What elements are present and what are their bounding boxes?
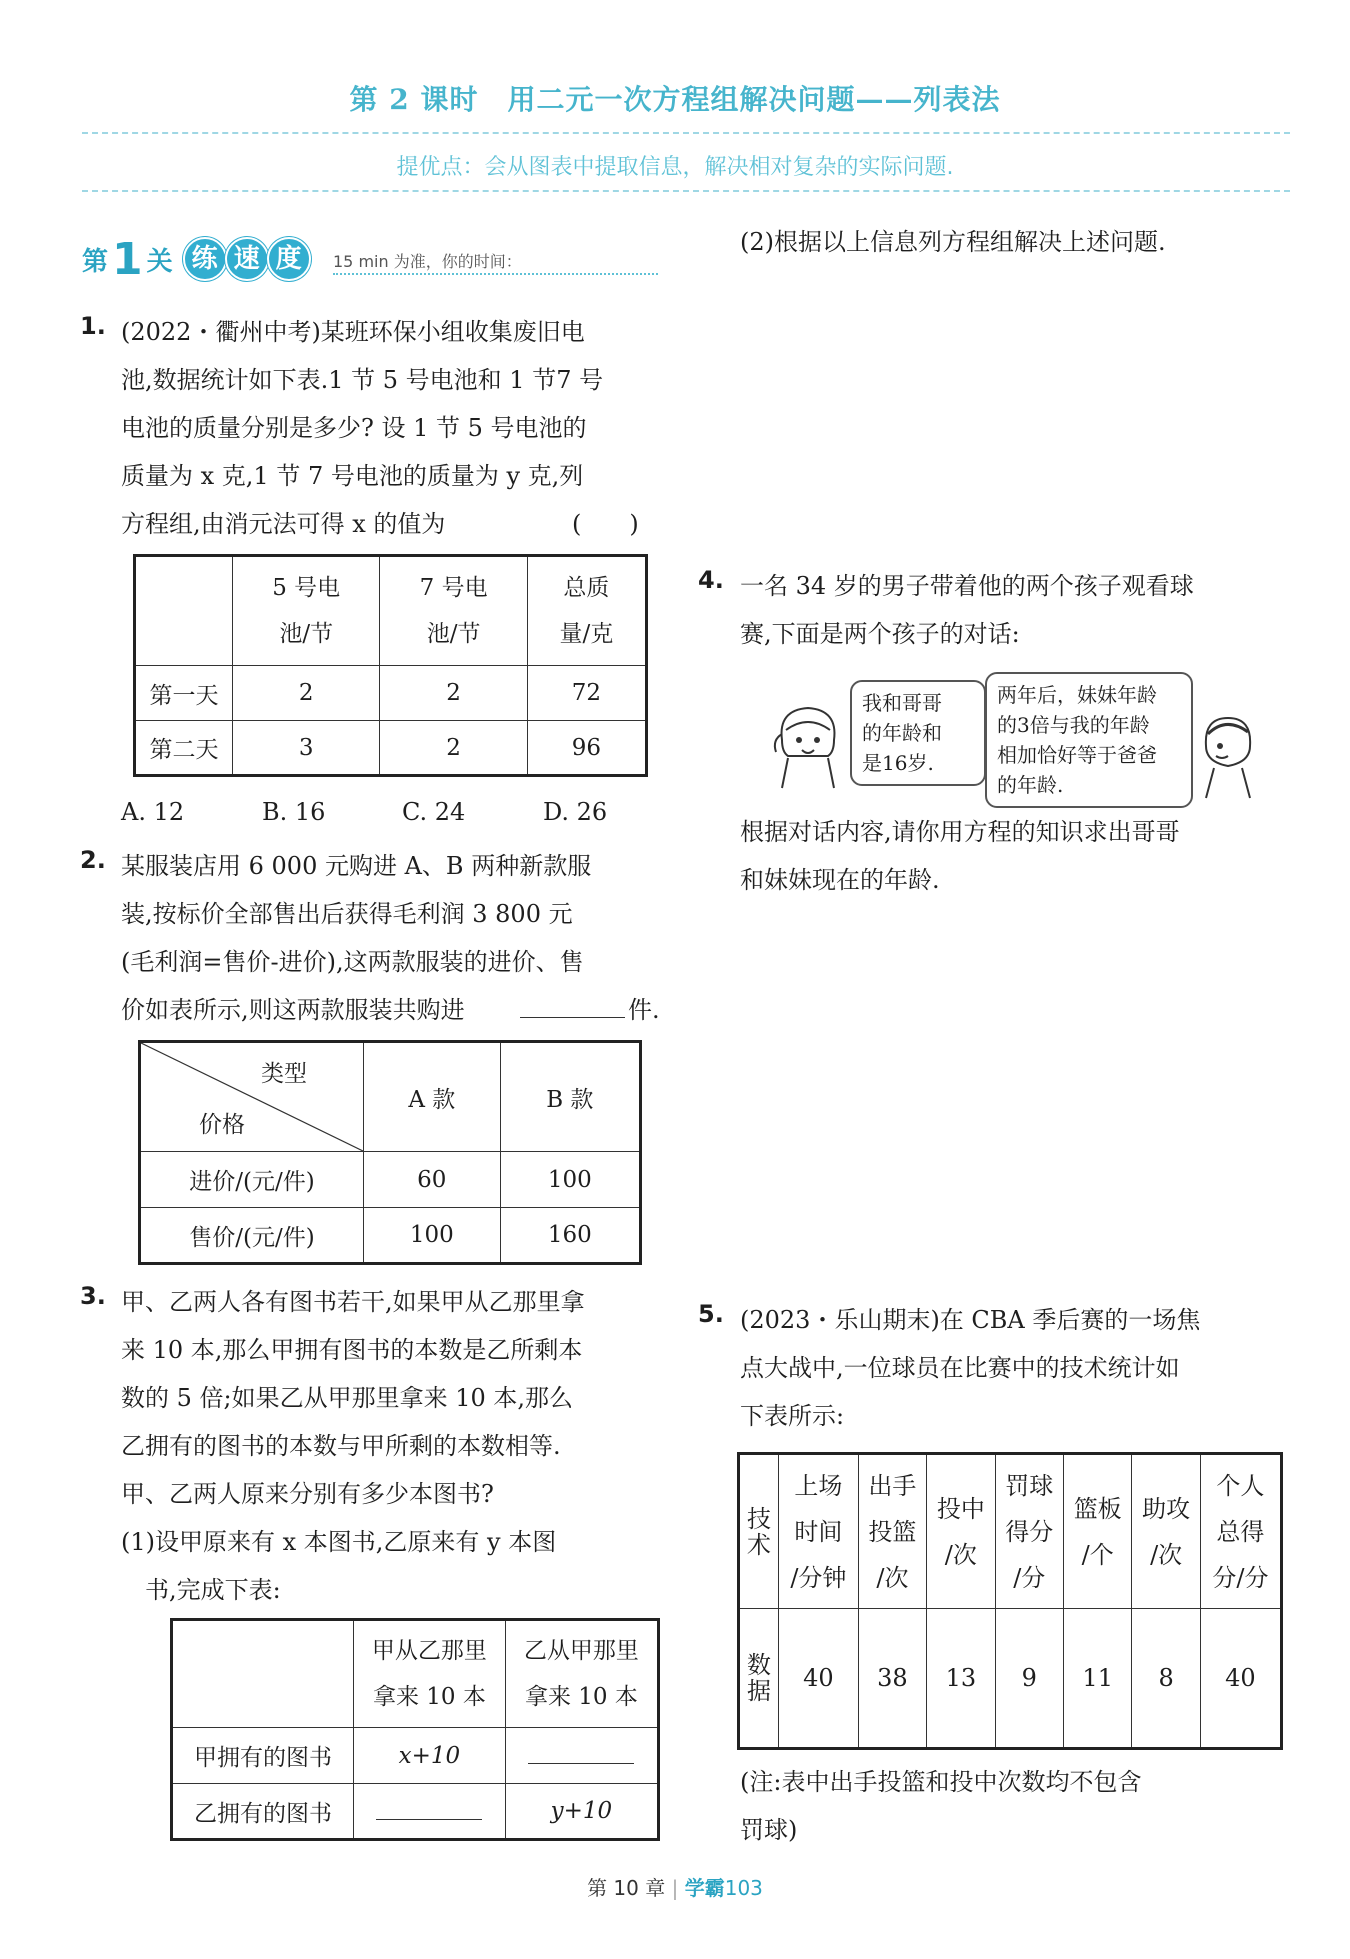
q2-row-label: 进价/(元/件) bbox=[140, 1152, 364, 1208]
q1-header-cell bbox=[135, 556, 233, 666]
q5-header-cell: 投中 /次 bbox=[927, 1454, 995, 1609]
q1-number: 1. bbox=[80, 312, 106, 340]
q3-line: 书,完成下表: bbox=[121, 1576, 281, 1604]
q5-header-cell: 助攻 /次 bbox=[1132, 1454, 1200, 1609]
q5-line: 下表所示: bbox=[740, 1402, 845, 1430]
q5-cell: 9 bbox=[995, 1609, 1063, 1749]
q3-line: 数的 5 倍;如果乙从甲那里拿来 10 本,那么 bbox=[121, 1384, 574, 1412]
q5-header-cell: 上场 时间 /分钟 bbox=[779, 1454, 859, 1609]
q2-table bbox=[138, 1040, 642, 1265]
focus-divider bbox=[82, 190, 1290, 192]
q5-note: 罚球) bbox=[740, 1816, 798, 1844]
q3-number: 3. bbox=[80, 1282, 106, 1310]
q1-cell: 72 bbox=[527, 666, 646, 721]
q2-corner-cell bbox=[140, 1042, 364, 1152]
q3-cell: x+10 bbox=[354, 1728, 506, 1784]
q5-cell: 40 bbox=[1200, 1609, 1281, 1749]
q1-line: 电池的质量分别是多少? 设 1 节 5 号电池的 bbox=[121, 414, 587, 442]
q2-line: 某服装店用 6 000 元购进 A、B 两种新款服 bbox=[121, 852, 592, 880]
q5-header-cell: 罚球 得分 /分 bbox=[995, 1454, 1063, 1609]
q5-cell: 8 bbox=[1132, 1609, 1200, 1749]
focus-point: 提优点：会从图表中提取信息，解决相对复杂的实际问题. bbox=[396, 155, 954, 180]
bubble-line: 两年后，妹妹年龄 bbox=[997, 683, 1157, 707]
q4-number: 4. bbox=[698, 566, 724, 594]
page-title: 第 2 课时 用二元一次方程组解决问题——列表法 bbox=[349, 83, 1001, 116]
q5-header-cell: 篮板 /个 bbox=[1063, 1454, 1131, 1609]
level-badge bbox=[82, 234, 309, 284]
q5-cell: 13 bbox=[927, 1609, 995, 1749]
q3-header-cell: 乙从甲那里 拿来 10 本 bbox=[505, 1620, 658, 1728]
pill-char: 度 bbox=[267, 237, 311, 281]
q1-cell: 2 bbox=[380, 666, 527, 721]
q3-line: (1)设甲原来有 x 本图书,乙原来有 y 本图 bbox=[121, 1528, 557, 1556]
pill-char: 速 bbox=[225, 237, 269, 281]
girl-illustration bbox=[768, 700, 848, 790]
diagonal-line bbox=[141, 1043, 363, 1151]
q1-line: (2022・衢州中考)某班环保小组收集废旧电 bbox=[121, 318, 585, 346]
q5-note: (注:表中出手投篮和投中次数均不包含 bbox=[740, 1768, 1142, 1796]
boy-illustration bbox=[1196, 710, 1260, 800]
q3-part2: (2)根据以上信息列方程组解决上述问题. bbox=[740, 228, 1166, 256]
q5-line: 点大战中,一位球员在比赛中的技术统计如 bbox=[740, 1354, 1180, 1382]
q2-cell: 100 bbox=[500, 1152, 640, 1208]
q2-cell: 160 bbox=[500, 1208, 640, 1264]
q2-cell: 100 bbox=[364, 1208, 501, 1264]
q1-option-d: D. 26 bbox=[543, 798, 608, 826]
q3-header-cell: 甲从乙那里 拿来 10 本 bbox=[354, 1620, 506, 1728]
q2-row-label: 售价/(元/件) bbox=[140, 1208, 364, 1264]
q1-header-cell: 总质 量/克 bbox=[527, 556, 646, 666]
q3-line: 来 10 本,那么甲拥有图书的本数是乙所剩本 bbox=[121, 1336, 583, 1364]
q3-table bbox=[170, 1618, 660, 1841]
q3-answer-blank[interactable] bbox=[528, 1741, 634, 1764]
q1-cell: 第二天 bbox=[135, 721, 233, 776]
q2-answer-blank[interactable] bbox=[520, 1017, 625, 1018]
q5-number: 5. bbox=[698, 1300, 724, 1328]
q3-answer-blank[interactable] bbox=[376, 1797, 482, 1820]
q2-line: (毛利润=售价-进价),这两款服装的进价、售 bbox=[121, 948, 584, 976]
q5-cell: 38 bbox=[858, 1609, 926, 1749]
q3-line: 甲、乙两人各有图书若干,如果甲从乙那里拿 bbox=[121, 1288, 585, 1316]
q1-option-a: A. 12 bbox=[121, 798, 185, 826]
corner-bottom-label: 价格 bbox=[199, 1112, 245, 1138]
bubble-line: 是16岁. bbox=[862, 751, 934, 775]
q3-cell: y+10 bbox=[505, 1784, 658, 1840]
q3-blank-cell[interactable] bbox=[354, 1784, 506, 1840]
page-footer: 第 10 章 | 学霸103 bbox=[587, 1876, 763, 1900]
bubble-line: 我和哥哥 bbox=[862, 691, 942, 715]
bubble-line: 的年龄和 bbox=[862, 721, 942, 745]
q1-table bbox=[133, 554, 648, 777]
q5-table bbox=[737, 1452, 1283, 1750]
q2-header-cell: B 款 bbox=[500, 1042, 640, 1152]
level-pill bbox=[183, 237, 309, 281]
chapter-label: 第 10 章 bbox=[587, 1876, 666, 1900]
q3-line: 甲、乙两人原来分别有多少本图书? bbox=[121, 1480, 494, 1508]
q1-option-b: B. 16 bbox=[262, 798, 326, 826]
q1-line: 池,数据统计如下表.1 节 5 号电池和 1 节7 号 bbox=[121, 366, 604, 394]
q1-answer-paren: ( ) bbox=[572, 510, 639, 538]
girl-speech-bubble bbox=[850, 680, 986, 786]
q5-row-label: 数 据 bbox=[739, 1609, 779, 1749]
q2-line: 装,按标价全部售出后获得毛利润 3 800 元 bbox=[121, 900, 573, 928]
q5-cell: 40 bbox=[779, 1609, 859, 1749]
q5-header-cell: 技 术 bbox=[739, 1454, 779, 1609]
timer-label: 15 min 为准，你的时间： bbox=[333, 252, 522, 271]
q3-row-label: 乙拥有的图书 bbox=[172, 1784, 354, 1840]
page-number: 103 bbox=[724, 1876, 763, 1900]
corner-top-label: 类型 bbox=[261, 1061, 307, 1087]
q2-tail: 件. bbox=[628, 996, 660, 1024]
timer-fill-line bbox=[333, 273, 658, 275]
bubble-line: 的3倍与我的年龄 bbox=[997, 713, 1150, 737]
q1-header-cell: 5 号电 池/节 bbox=[233, 556, 380, 666]
q3-row-label: 甲拥有的图书 bbox=[172, 1728, 354, 1784]
q3-header-cell bbox=[172, 1620, 354, 1728]
q1-cell: 96 bbox=[527, 721, 646, 776]
q3-blank-cell[interactable] bbox=[505, 1728, 658, 1784]
q2-cell: 60 bbox=[364, 1152, 501, 1208]
level-number: 1 bbox=[112, 233, 143, 285]
boy-speech-bubble bbox=[985, 672, 1193, 808]
brand-label: 学霸 bbox=[684, 1876, 725, 1900]
q1-cell: 2 bbox=[233, 666, 380, 721]
q5-line: (2023・乐山期末)在 CBA 季后赛的一场焦 bbox=[740, 1306, 1201, 1334]
q4-line: 一名 34 岁的男子带着他的两个孩子观看球 bbox=[740, 572, 1194, 600]
q5-cell: 11 bbox=[1063, 1609, 1131, 1749]
q5-header-cell: 出手 投篮 /次 bbox=[858, 1454, 926, 1609]
q2-line: 价如表所示,则这两款服装共购进 bbox=[121, 996, 465, 1024]
q1-line: 质量为 x 克,1 节 7 号电池的质量为 y 克,列 bbox=[121, 462, 584, 490]
q1-cell: 3 bbox=[233, 721, 380, 776]
q4-line: 和妹妹现在的年龄. bbox=[740, 866, 940, 894]
q3-line: 乙拥有的图书的本数与甲所剩的本数相等. bbox=[121, 1432, 561, 1460]
q4-line: 赛,下面是两个孩子的对话: bbox=[740, 620, 1020, 648]
bubble-line: 相加恰好等于爸爸 bbox=[997, 743, 1157, 767]
pill-char: 练 bbox=[183, 237, 227, 281]
header-divider bbox=[82, 132, 1290, 134]
q1-header-cell: 7 号电 池/节 bbox=[380, 556, 527, 666]
bubble-line: 的年龄. bbox=[997, 773, 1064, 797]
q1-line: 方程组,由消元法可得 x 的值为 bbox=[121, 510, 446, 538]
q2-number: 2. bbox=[80, 846, 106, 874]
q1-option-c: C. 24 bbox=[402, 798, 466, 826]
q4-line: 根据对话内容,请你用方程的知识求出哥哥 bbox=[740, 818, 1180, 846]
q5-header-cell: 个人 总得 分/分 bbox=[1200, 1454, 1281, 1609]
q1-cell: 第一天 bbox=[135, 666, 233, 721]
q1-cell: 2 bbox=[380, 721, 527, 776]
level-prefix: 第 bbox=[82, 246, 109, 277]
q2-header-cell: A 款 bbox=[364, 1042, 501, 1152]
level-suffix: 关 bbox=[146, 246, 173, 277]
